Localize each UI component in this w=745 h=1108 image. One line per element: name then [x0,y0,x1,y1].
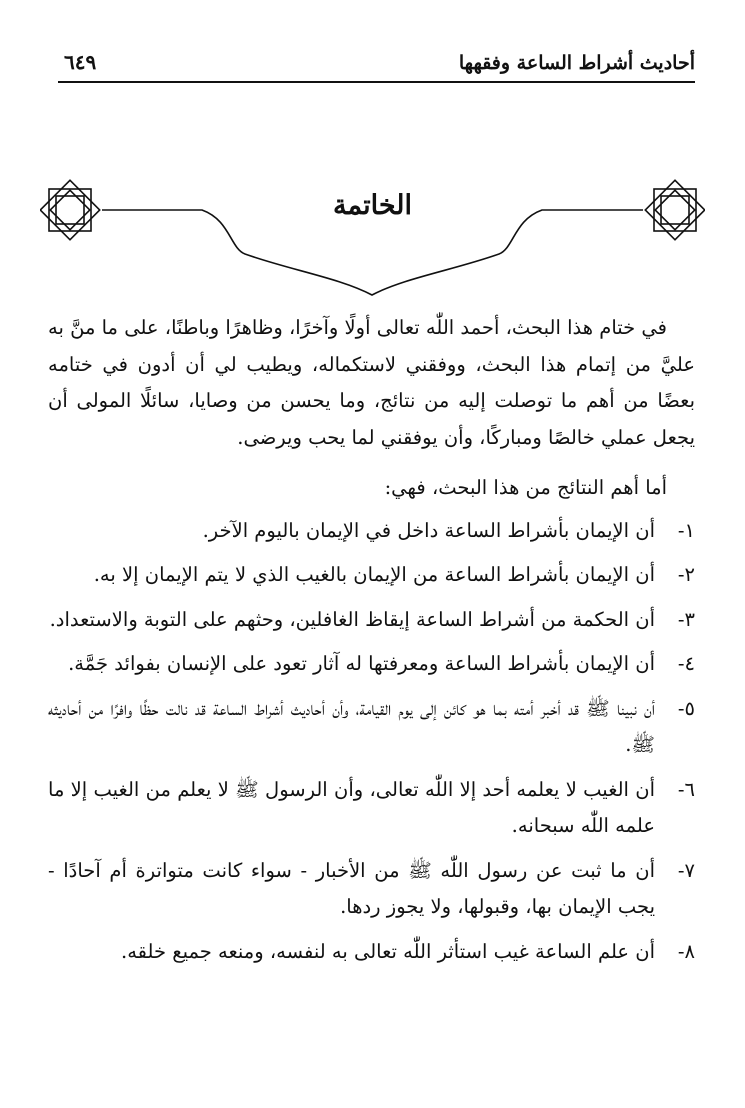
list-item [48,853,695,926]
list-item [48,646,695,683]
item-number: ٦- [677,777,695,801]
list-item [48,557,695,594]
item-number: ٥- [677,696,695,720]
header-rule [58,81,695,83]
results-list [48,513,695,971]
item-text: أن الغيب لا يعلمه أحد إلا اللّٰه تعالى، وأن الرسول ﷺ لا يعلم من الغيب إلا ما علمه اللّٰه سبحانه. [48,777,655,837]
item-number: ٤- [677,652,695,675]
list-item [48,691,695,764]
intro-paragraph: في ختام هذا البحث، أحمد اللّٰه تعالى أولًا وآخرًا، وظاهرًا وباطنًا، على ما منَّ به عليَّ من إتمام هذا البحث، ووفقني لاستكماله، ويطيب لي أن أدون في ختامه بعضًا من أهم ما توصلت إليه من نتائج، وما يحسن من وصايا، سائلًا المولى أن يجعل عملي خالصًا ومباركًا، وأن يوفقني لما يحب ويرضى. [48,316,695,449]
list-item [48,602,695,639]
running-header [58,48,695,84]
heading-frame-line [102,210,643,295]
item-text: أن الإيمان بأشراط الساعة ومعرفتها له آثار تعود على الإنسان بفوائد جَمَّة. [68,652,655,675]
item-text: أن علم الساعة غيب استأثر اللّٰه تعالى به لنفسه، ومنعه جميع خلقه. [121,939,655,963]
item-number: ٢- [677,563,695,586]
item-number: ٧- [677,858,695,882]
page-number: ٦٤٩ [64,50,97,74]
item-text: أن الحكمة من أشراط الساعة إيقاظ الغافلين، وحثهم على التوبة والاستعداد. [49,607,655,631]
item-text: أن الإيمان بأشراط الساعة داخل في الإيمان باليوم الآخر. [202,518,655,542]
list-item [48,772,695,845]
item-number: ٣- [677,607,695,631]
list-item [48,934,695,971]
item-number: ٨- [677,939,695,963]
section-title: الخاتمة [333,190,412,221]
section-heading-frame [40,170,705,305]
running-title: أحاديث أشراط الساعة وفقهها [458,52,695,74]
item-text: أن نبينا ﷺ قد أخبر أمته بما هو كائن إلى يوم القيامة، وأن أحاديث أشراط الساعة قد نالت حظًا وافرًا من أحاديثه ﷺ. [48,696,655,756]
item-text: أن الإيمان بأشراط الساعة من الإيمان بالغيب الذي لا يتم الإيمان إلا به. [93,563,655,586]
body-text [48,310,695,978]
results-lead: أما أهم النتائج من هذا البحث، فهي: [384,476,667,499]
list-item [48,513,695,550]
item-text: أن ما ثبت عن رسول اللّٰه ﷺ من الأخبار - سواء كانت متواترة أم آحادًا - يجب الإيمان بها، وقبولها، ولا يجوز ردها. [48,858,655,918]
item-number: ١- [677,518,695,542]
